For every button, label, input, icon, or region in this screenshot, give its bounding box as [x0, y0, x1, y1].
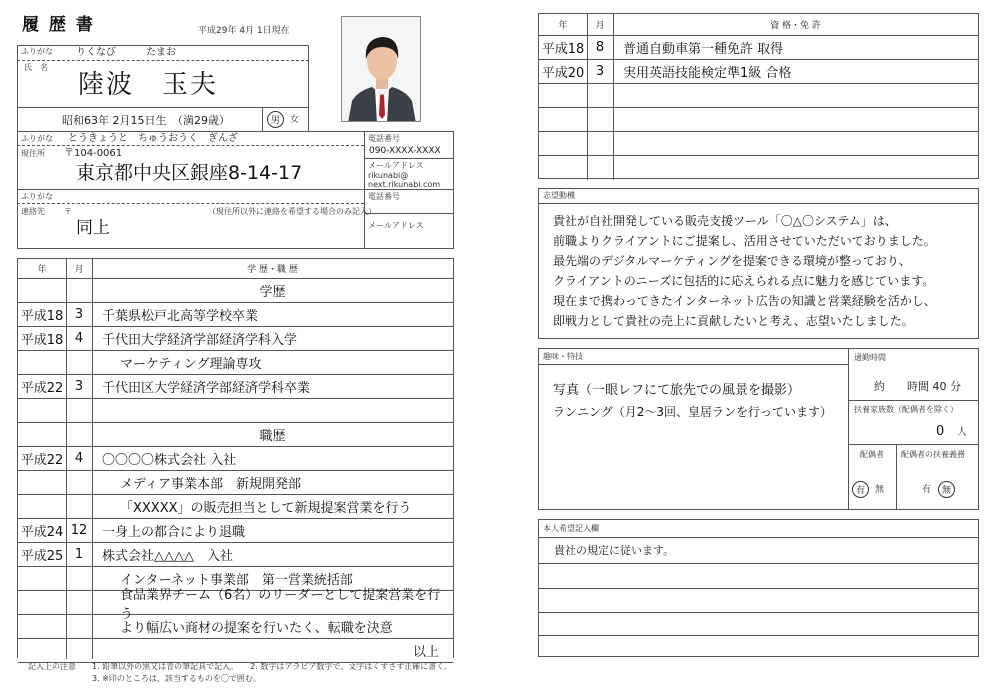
license-row: [539, 156, 978, 180]
history-header-row: [18, 259, 453, 279]
sex-male-circled: 男: [267, 111, 284, 128]
history-text: 一身上の都合により退職: [102, 525, 246, 540]
birth-date: 昭和63年 2月15日生 （満29歳）: [62, 114, 230, 127]
history-col-title: 学 歴・職 歴: [247, 265, 298, 275]
address-furigana-label: ふりがな: [21, 134, 53, 143]
history-year: 平成18: [20, 333, 64, 348]
history-year: [18, 471, 66, 494]
history-month: 1: [74, 547, 84, 562]
history-row: [18, 615, 453, 639]
license-col-title: 資 格・免 許: [770, 21, 821, 31]
phone-number: 090-XXXX-XXXX: [369, 146, 441, 156]
commute-value: 約 時間 40 分: [874, 380, 961, 393]
dependents-value: 0: [936, 424, 945, 439]
motivation-line: 最先端のデジタルマーケティングを提案できる環境が整っており、: [553, 254, 911, 268]
spouse-support-yes: 有: [922, 485, 932, 495]
phone-label: 電話番号: [368, 134, 400, 143]
sex-female: 女: [290, 115, 300, 125]
history-year: [18, 423, 66, 446]
requests-box: [538, 519, 979, 657]
history-text: 「XXXXX」の販売担当として新規提案営業を行う: [120, 501, 412, 516]
notes-label: 記入上の注意: [28, 662, 76, 671]
history-month: [66, 351, 92, 374]
history-row: [18, 519, 453, 543]
history-month: [66, 495, 92, 518]
history-month: 4: [74, 451, 84, 466]
license-text: [613, 84, 978, 107]
history-year: 平成22: [20, 453, 64, 468]
history-text: 〇〇〇〇株式会社 入社: [102, 453, 237, 468]
history-row: [18, 399, 453, 423]
license-text: [613, 108, 978, 131]
motivation-box: [538, 188, 979, 339]
license-row: [539, 84, 978, 108]
history-month: [66, 567, 92, 590]
history-text: メディア事業本部 新規開発部: [120, 477, 301, 492]
spouse-support-no-circled: 無: [938, 481, 955, 498]
history-text: 学歴: [259, 285, 286, 300]
email-label: メールアドレス: [368, 161, 424, 170]
history-text: 職歴: [259, 429, 286, 444]
history-text: 千葉県松戸北高等学校卒業: [102, 309, 259, 324]
license-row: [539, 108, 978, 132]
requests-label: 本人希望記入欄: [543, 524, 599, 533]
notes-line-1: 1. 鉛筆以外の黒又は青の筆記具で記入。 2. 数字はアラビア数字で、文字はくずさず正確に書く。: [92, 662, 453, 671]
license-year: [539, 84, 587, 107]
license-row: [539, 36, 978, 60]
history-table: [17, 258, 454, 658]
commute-label: 通勤時間: [854, 353, 886, 362]
history-row: [18, 495, 453, 519]
license-col-month: 月: [595, 21, 605, 31]
license-text: [613, 132, 978, 155]
address-label: 現住所: [21, 149, 45, 158]
hobby-line-1: 写真（一眼レフにて旅先での風景を撮影）: [553, 383, 801, 398]
history-row: [18, 587, 453, 622]
history-row: [18, 447, 453, 471]
contact-phone-label: 電話番号: [368, 192, 400, 201]
contact-email-label: メールアドレス: [368, 221, 424, 230]
license-text: 実用英語技能検定準1級 合格: [623, 66, 792, 81]
history-text: 千代田大学経済学部経済学科入学: [102, 333, 298, 348]
contact-furigana-label: ふりがな: [21, 192, 53, 201]
hobby-label: 趣味・特技: [543, 352, 583, 361]
spouse-yes-circled: 有: [852, 481, 869, 498]
contact-postal: 〒: [64, 207, 72, 216]
email-line-2: next.rikunabi.com: [368, 180, 441, 189]
license-table: [538, 13, 979, 179]
date-line: 平成29年 4月 1日現在: [198, 26, 290, 36]
history-year: 平成18: [20, 309, 64, 324]
history-text: 株式会社△△△△ 入社: [102, 549, 233, 564]
notes-line-2: 3. ※印のところは、該当するものを〇で囲む。: [92, 674, 261, 683]
history-month: 12: [70, 523, 88, 538]
history-year: 平成24: [20, 525, 64, 540]
history-year: [18, 639, 66, 662]
dependents-unit: 人: [957, 427, 967, 438]
motivation-line: 貴社が自社開発している販売支援ツール「〇△〇システム」は、: [553, 214, 897, 228]
license-month: [587, 84, 613, 107]
email-line-1: rikunabi@: [368, 171, 409, 180]
history-row: [18, 303, 453, 327]
history-text: マーケティング理論専攻: [120, 357, 262, 372]
contact-label: 連絡先: [21, 207, 45, 216]
license-year: 平成20: [541, 66, 585, 81]
history-month: [66, 615, 92, 638]
history-month: 3: [74, 379, 84, 394]
license-year: [539, 156, 587, 180]
history-month: [66, 423, 92, 446]
history-text: 食品業界チーム（6名）のリーダーとして提案営業を行う: [120, 587, 441, 622]
history-text: より幅広い商材の提案を行いたく、転職を決意: [120, 621, 393, 636]
history-month: 4: [74, 331, 84, 346]
person-photo-icon: [342, 17, 421, 122]
history-year: [18, 615, 66, 638]
address-furigana: とうきょうと ちゅうおうく ぎんざ: [68, 133, 238, 144]
spouse-support-label: 配偶者の扶養義務: [901, 450, 965, 459]
license-year: 平成18: [541, 42, 585, 57]
name-furigana: りくなび たまお: [76, 47, 176, 58]
dependents-label: 扶養家族数（配偶者を除く）: [854, 405, 958, 414]
license-month: [587, 132, 613, 155]
history-row: [18, 471, 453, 495]
name-label: 氏 名: [24, 63, 48, 72]
motivation-line: クライアントのニーズに包括的に応えられる点に魅力を感じています。: [553, 274, 935, 288]
license-month: [587, 156, 613, 180]
history-text: 以上: [412, 645, 439, 660]
history-month: [66, 399, 92, 422]
history-year: [18, 351, 66, 374]
history-col-year: 年: [37, 265, 47, 275]
history-month: [66, 591, 92, 614]
history-text: [92, 399, 453, 422]
license-row: [539, 60, 978, 84]
home-address: 東京都中央区銀座8-14-17: [76, 162, 303, 184]
license-header-row: [539, 14, 978, 36]
motivation-line: 即戦力として貴社の売上に貢献したいと考え、志望いたしました。: [553, 314, 914, 328]
history-text: 千代田区大学経済学部経済学科卒業: [102, 381, 311, 396]
history-month: [66, 639, 92, 662]
history-year: [18, 279, 66, 302]
id-photo: [341, 16, 421, 122]
history-row: [18, 543, 453, 567]
history-month: [66, 279, 92, 302]
history-row: [18, 279, 453, 303]
contact-note: （現住所以外に連絡を希望する場合のみ記入）: [208, 207, 376, 216]
history-row: [18, 423, 453, 447]
history-row: [18, 327, 453, 351]
hobby-box: [538, 348, 979, 510]
history-col-month: 月: [74, 265, 84, 275]
furigana-label: ふりがな: [21, 47, 53, 56]
postal-code: 〒104-0061: [64, 148, 123, 159]
history-month: [66, 471, 92, 494]
history-year: [18, 495, 66, 518]
history-year: [18, 591, 66, 614]
license-text: 普通自動車第一種免許 取得: [623, 42, 784, 57]
history-year: [18, 567, 66, 590]
applicant-name: 陸波 玉夫: [78, 70, 219, 100]
history-row: [18, 639, 453, 663]
license-year: [539, 108, 587, 131]
motivation-line: 現在まで携わってきたインターネット広告の知識と営業経験を活かし、: [553, 294, 936, 308]
motivation-label: 志望動機: [543, 191, 575, 200]
license-text: [613, 156, 978, 180]
history-text: インターネット事業部 第一営業統括部: [120, 573, 353, 588]
history-row: [18, 375, 453, 399]
history-year: 平成22: [20, 381, 64, 396]
hobby-line-2: ランニング（月2〜3回、皇居ランを行っています）: [553, 405, 833, 419]
resume-title: 履 歴 書: [22, 15, 95, 35]
history-year: [18, 399, 66, 422]
history-month: 3: [74, 307, 84, 322]
license-year: [539, 132, 587, 155]
history-year: 平成25: [20, 549, 64, 564]
license-month: 3: [595, 64, 605, 79]
license-month: [587, 108, 613, 131]
motivation-line: 前職よりクライアントにご提案し、活用させていただいておりました。: [553, 234, 936, 248]
history-row: [18, 351, 453, 375]
spouse-label: 配偶者: [860, 450, 884, 459]
requests-line-1: 貴社の規定に従います。: [554, 544, 675, 557]
license-col-year: 年: [558, 21, 568, 31]
spouse-no: 無: [875, 485, 885, 495]
contact-value: 同上: [76, 218, 110, 238]
license-month: 8: [595, 40, 605, 55]
license-row: [539, 132, 978, 156]
